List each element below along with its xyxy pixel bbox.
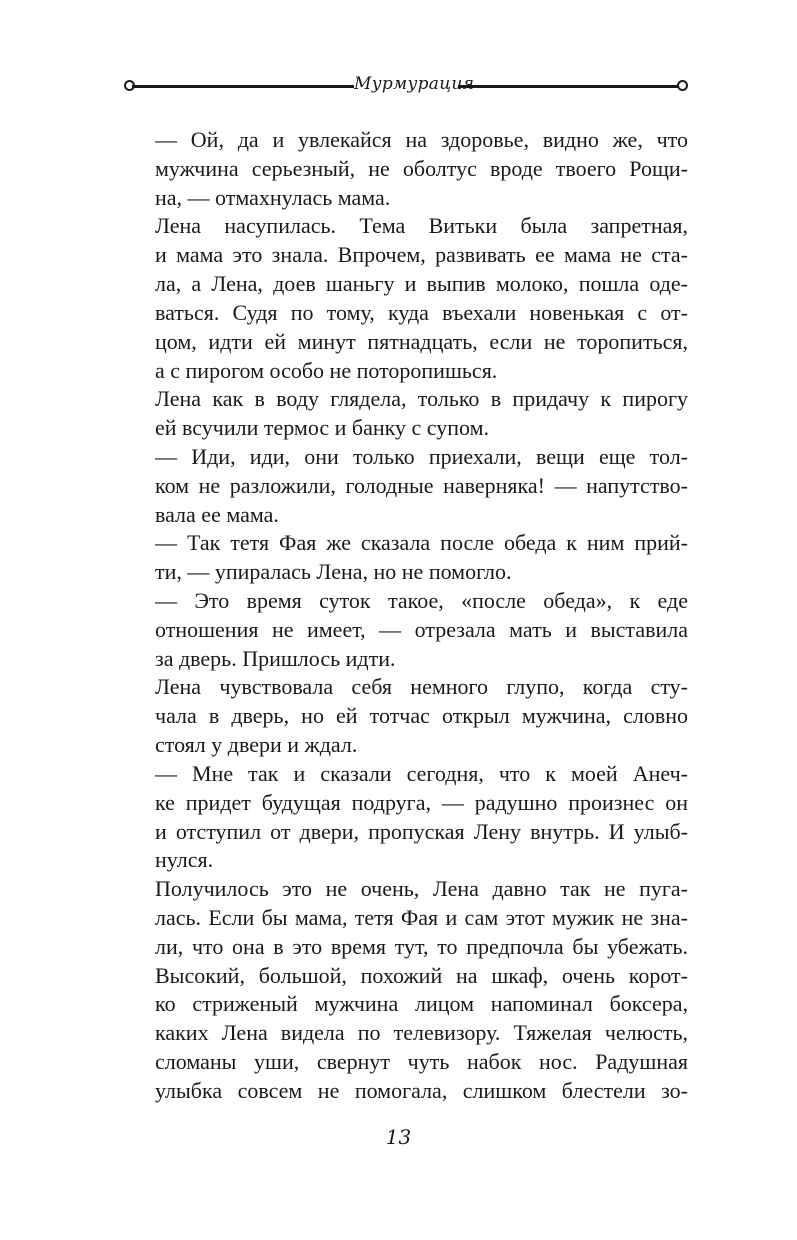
text-line: чала в дверь, но ей тотчас открыл мужчина, словно (155, 703, 688, 729)
text-line: стоял у двери и ждал. (155, 732, 358, 758)
text-line: ке придет будущая подруга, — радушно произнес он (155, 789, 688, 815)
text-line: лась. Если бы мама, тетя Фая и сам этот мужик не зна- (155, 904, 688, 930)
header-ornament-right (677, 80, 688, 91)
running-title: Мурмурация (354, 74, 475, 94)
text-line: Лена чувствовала себя немного глупо, когда сту- (155, 674, 688, 700)
text-line: отношения не имеет, — отрезала мать и выставила (155, 616, 688, 642)
text-line: и мама это знала. Впрочем, развивать ее мама не ста- (155, 242, 688, 268)
text-line: каких Лена видела по телевизору. Тяжелая челюсть, (155, 1020, 688, 1046)
text-line: улыбка совсем не помогала, слишком блестели зо- (155, 1077, 688, 1103)
text-line: ваться. Судя по тому, куда въехали новенькая с от- (155, 299, 688, 325)
text-line: Лена как в воду глядела, только в придачу к пирогу (155, 386, 688, 412)
text-line: за дверь. Пришлось идти. (155, 645, 396, 671)
text-line: Лена насупилась. Тема Витьки была запретная, (155, 213, 688, 239)
text-line: — Так тетя Фая же сказала после обеда к ним прий- (155, 530, 688, 556)
text-line: — Это время суток такое, «после обеда», к еде (155, 588, 688, 613)
text-line: нулся. (155, 847, 214, 873)
text-line: мужчина серьезный, не оболтус вроде твоего Рощи- (155, 155, 688, 181)
text-line: на, — отмахнулась мама. (155, 184, 391, 210)
text-line: вала ее мама. (155, 501, 279, 527)
text-line: сломаны уши, свернут чуть набок нос. Радушная (155, 1049, 688, 1074)
text-line: ей всучили термос и банку с супом. (155, 415, 490, 441)
running-header (124, 70, 688, 100)
text-line: — Ой, да и увлекайся на здоровье, видно же, что (155, 127, 688, 152)
text-line: ла, а Лена, доев шаньгу и выпив молоко, пошла оде- (155, 271, 688, 297)
header-rule-right (458, 85, 680, 88)
page-number: 13 (385, 1125, 412, 1149)
header-rule-left (132, 85, 354, 88)
text-line: Высокий, большой, похожий на шкаф, очень корот- (155, 962, 688, 988)
body-text (155, 126, 688, 1106)
text-line: а с пирогом особо не поторопишься. (155, 357, 498, 383)
text-line: Получилось это не очень, Лена давно так не пуга- (155, 876, 688, 902)
text-line: ко стриженый мужчина лицом напоминал боксера, (155, 991, 688, 1017)
text-line: ти, — упиралась Лена, но не помогло. (155, 559, 512, 585)
text-line: — Иди, иди, они только приехали, вещи еще тол- (155, 443, 688, 469)
text-line: ком не разложили, голодные наверняка! — напутство- (155, 472, 688, 498)
text-line: ли, что она в это время тут, то предпочла бы убежать. (155, 933, 688, 959)
text-line: цом, идти ей минут пятнадцать, если не торопиться, (155, 328, 688, 354)
text-line: и отступил от двери, пропуская Лену внутрь. И улыб- (155, 818, 688, 844)
text-line: — Мне так и сказали сегодня, что к моей Анеч- (155, 760, 688, 786)
